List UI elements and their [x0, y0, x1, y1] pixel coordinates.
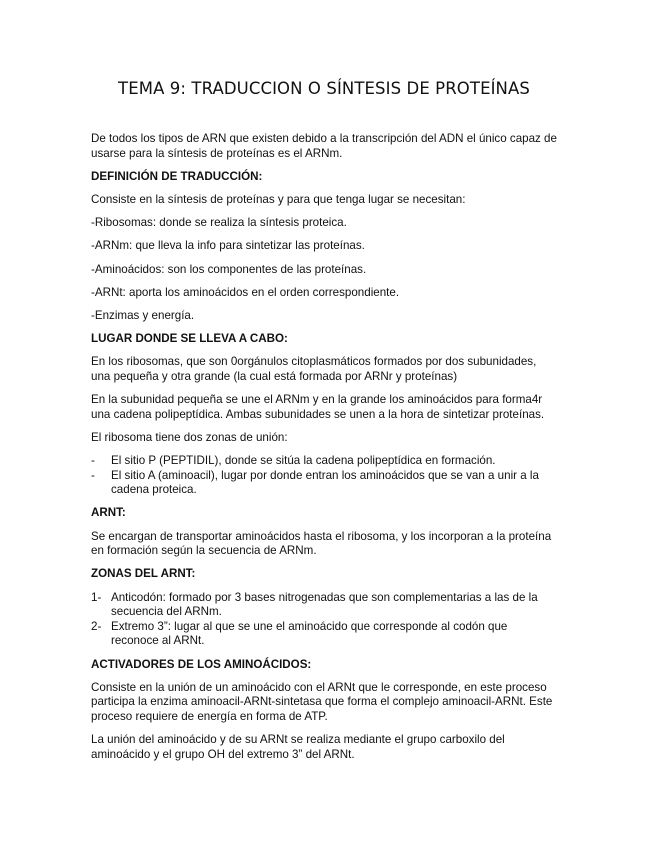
intro-paragraph: De todos los tipos de ARN que existen debido a la transcripción del ADN el único capaz de usarse para la síntesis de proteínas es el ARNm.	[91, 132, 557, 160]
list-item	[91, 620, 557, 649]
definicion-item-arnm: -ARNm: que lleva la info para sintetizar las proteínas.	[91, 239, 365, 253]
zonas-arnt-list	[91, 591, 557, 649]
list-item	[91, 591, 557, 620]
activadores-paragraph-2: La unión del aminoácido y de su ARNt se realiza mediante el grupo carboxilo del aminoácido y el grupo OH del extremo 3” del ARNt.	[91, 733, 505, 761]
number-marker: 2-	[91, 619, 102, 633]
definicion-item-ribosomas: -Ribosomas: donde se realiza la síntesis proteica.	[91, 216, 347, 230]
list-item-text: Anticodón: formado por 3 bases nitrogenadas que son complementarias a las de la secuencia del ARNm.	[111, 590, 538, 619]
heading-arnt: ARNT:	[91, 506, 126, 520]
lugar-paragraph-2: En la subunidad pequeña se une el ARNm y en la grande los aminoácidos para forma4r una cadena polipeptídica. Ambas subunidades se unen a la hora de sintetizar proteínas.	[91, 393, 545, 421]
definicion-item-arnt: -ARNt: aporta los aminoácidos en el orden correspondiente.	[91, 285, 400, 299]
zonas-union-list	[91, 454, 557, 498]
definicion-text: Consiste en la síntesis de proteínas y para que tenga lugar se necesitan:	[91, 192, 466, 206]
heading-zonas: ZONAS DEL ARNT:	[91, 567, 196, 581]
document-title: TEMA 9: TRADUCCION O SÍNTESIS DE PROTEÍNAS	[118, 79, 530, 98]
lugar-paragraph-1: En los ribosomas, que son 0orgánulos citoplasmáticos formados por dos subunidades, una pequeña y otra grande (la cual está formada por ARNr y proteínas)	[91, 355, 537, 383]
heading-activadores: ACTIVADORES DE LOS AMINOÁCIDOS:	[91, 657, 312, 671]
number-marker: 1-	[91, 590, 102, 604]
activadores-paragraph-1: Consiste en la unión de un aminoácido con el ARNt que le corresponde, en este proceso participa la enzima aminoacil-ARNt-sintetasa que forma el complejo aminoacil-ARNt. Este proceso requiere de energía en forma de ATP.	[91, 680, 553, 723]
bullet-marker: -	[91, 454, 95, 468]
definicion-item-aminoacidos: -Aminoácidos: son los componentes de las proteínas.	[91, 262, 367, 276]
list-item	[91, 469, 557, 498]
lugar-paragraph-3: El ribosoma tiene dos zonas de unión:	[91, 430, 288, 444]
definicion-item-enzimas: -Enzimas y energía.	[91, 308, 195, 322]
list-item-text: Extremo 3”: lugar al que se une el aminoácido que corresponde al codón que reconoce al ARNt.	[111, 619, 508, 648]
arnt-paragraph: Se encargan de transportar aminoácidos hasta el ribosoma, y los incorporan a la proteína en formación según la secuencia de ARNm.	[91, 529, 552, 558]
list-item-text: El sitio P (PEPTIDIL), donde se sitúa la cadena polipeptídica en formación.	[111, 454, 496, 468]
list-item-text: El sitio A (aminoacil), lugar por donde entran los aminoácidos que se van a unir a la cadena proteica.	[111, 468, 539, 497]
document-body	[91, 132, 557, 762]
bullet-marker: -	[91, 468, 95, 482]
list-item	[91, 454, 557, 469]
heading-lugar: LUGAR DONDE SE LLEVA A CABO:	[91, 332, 288, 346]
heading-definicion: DEFINICIÓN DE TRADUCCIÓN:	[91, 169, 263, 183]
